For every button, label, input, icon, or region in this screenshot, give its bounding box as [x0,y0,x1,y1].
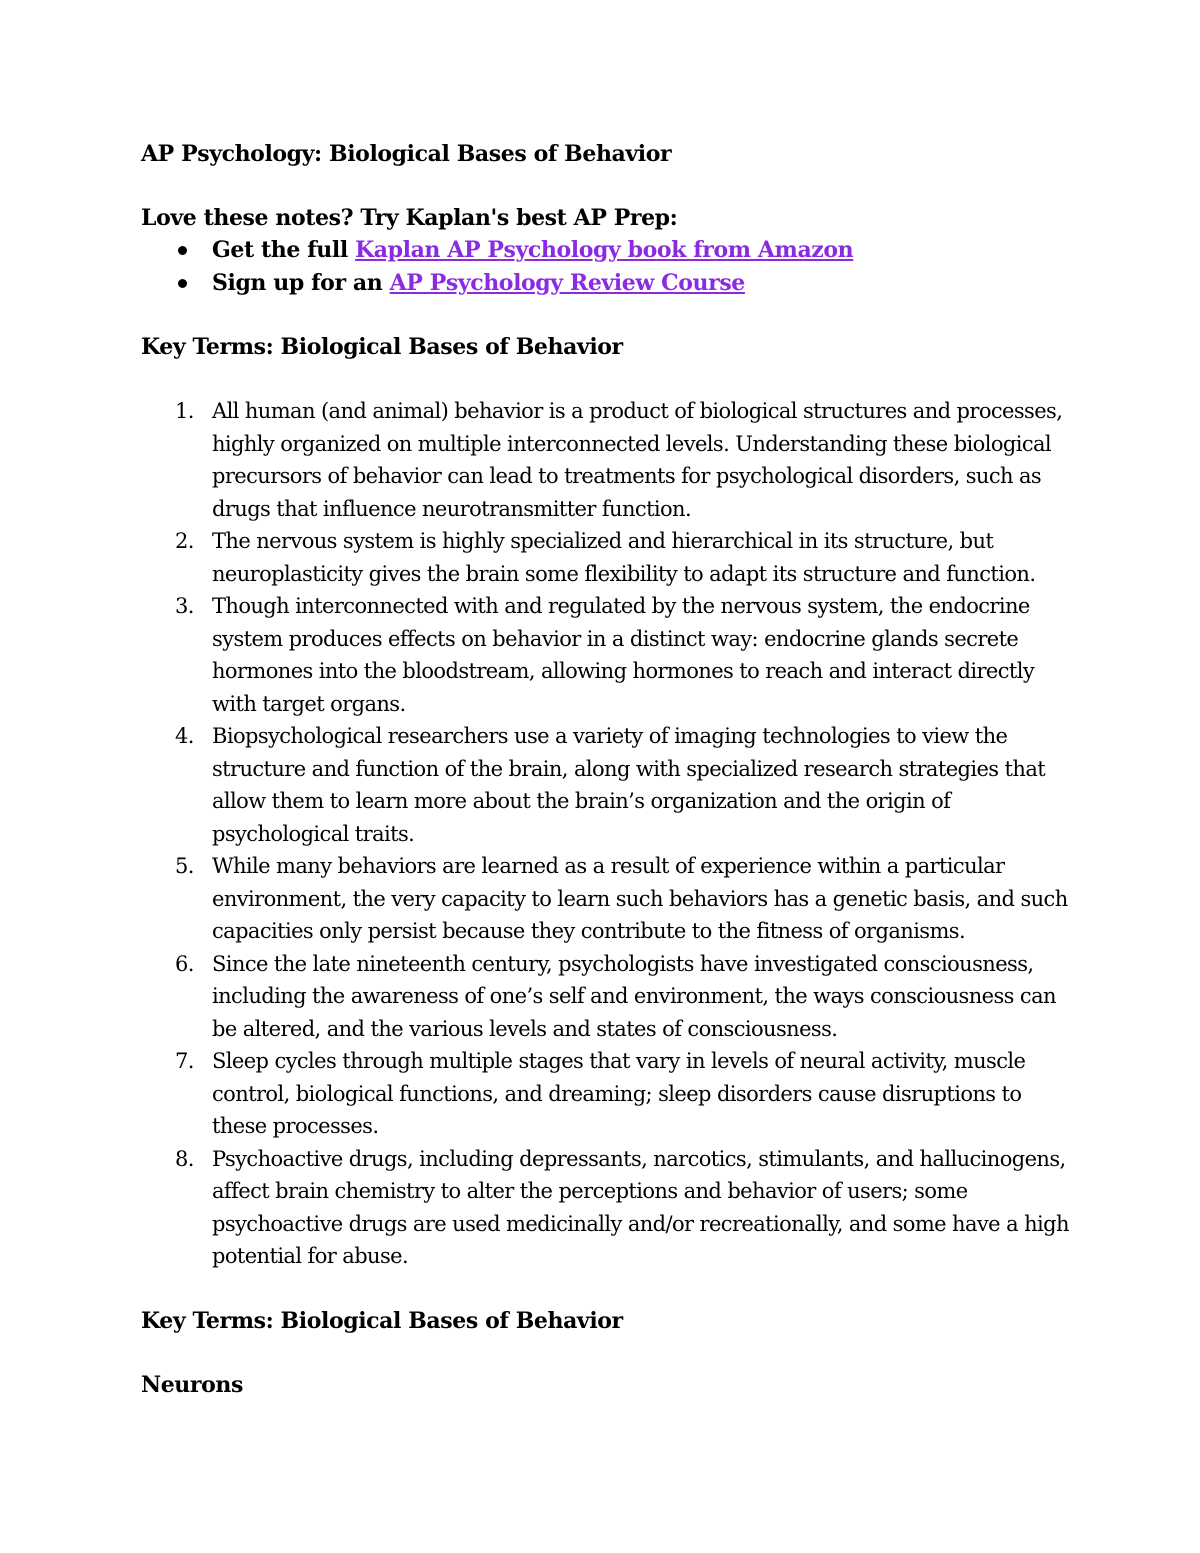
promo-heading: Love these notes? Try Kaplan's best AP Prep: [141,205,678,231]
list-item-text: While many behaviors are learned as a result of experience within a particular environment, the very capacity to learn such behaviors has a genetic basis, and such capacities only persist because they contribute to the fitness of organisms. [212,854,1068,943]
list-item-text: Though interconnected with and regulated by the nervous system, the endocrine system produces effects on behavior in a distinct way: endocrine glands secrete hormones into the bloodstream, allowing hormones to reach and interact directly with target organs. [212,594,1035,716]
promo-item-prefix: Sign up for an [212,269,390,296]
key-points-list [141,395,1071,1273]
list-item [141,1045,1071,1143]
amazon-book-link[interactable]: Kaplan AP Psychology book from Amazon [355,237,854,263]
list-item-number: 8. [175,1146,194,1171]
list-item-number: 7. [175,1049,194,1073]
list-item [141,395,1071,525]
list-item-number: 6. [175,951,194,976]
list-item [141,525,1071,590]
section-heading-key-terms-2: Key Terms: Biological Bases of Behavior [141,1307,623,1334]
list-item-text: All human (and animal) behavior is a product of biological structures and processes, highly organized on multiple interconnected levels. Understanding these biological precursors of behavior can lead to treatments for psychological disorders, such as drugs that influence neurotransmitter function. [212,399,1063,521]
list-item [141,850,1071,948]
list-item-number: 1. [175,399,194,423]
subheading-neurons: Neurons [141,1371,243,1398]
list-item-number: 4. [175,724,194,748]
list-item [141,720,1071,850]
list-item-text: Biopsychological researchers use a variety of imaging technologies to view the structure and function of the brain, along with specialized research strategies that allow them to learn more about the brain’s organization and the origin of psychological traits. [212,724,1046,846]
list-item [141,590,1071,720]
list-item-number: 5. [175,854,194,878]
bullet-icon [178,246,187,255]
section-heading-key-terms: Key Terms: Biological Bases of Behavior [141,334,623,360]
review-course-link[interactable]: AP Psychology Review Course [389,269,745,296]
promo-list [141,234,1071,299]
list-item [141,948,1071,1046]
document-title: AP Psychology: Biological Bases of Behavior [141,141,672,167]
promo-item-prefix: Get the full [212,237,356,263]
list-item [141,1143,1071,1273]
list-item-text: Since the late nineteenth century, psychologists have investigated consciousness, including the awareness of one’s self and environment, the ways consciousness can be altered, and the various levels and states of consciousness. [212,951,1056,1041]
list-item-number: 3. [175,594,194,618]
promo-item [141,267,1071,300]
list-item-text: The nervous system is highly specialized and hierarchical in its structure, but neuroplasticity gives the brain some flexibility to adapt its structure and function. [212,529,1036,586]
list-item-text: Sleep cycles through multiple stages that vary in levels of neural activity, muscle control, biological functions, and dreaming; sleep disorders cause disruptions to these processes. [212,1049,1026,1138]
list-item-text: Psychoactive drugs, including depressants, narcotics, stimulants, and hallucinogens, affect brain chemistry to alter the perceptions and behavior of users; some psychoactive drugs are used medicinally and/or recreationally, and some have a high potential for abuse. [212,1146,1069,1268]
list-item-number: 2. [175,529,194,553]
promo-item [141,234,1071,267]
bullet-icon [178,279,187,288]
document-page [141,138,1071,1401]
